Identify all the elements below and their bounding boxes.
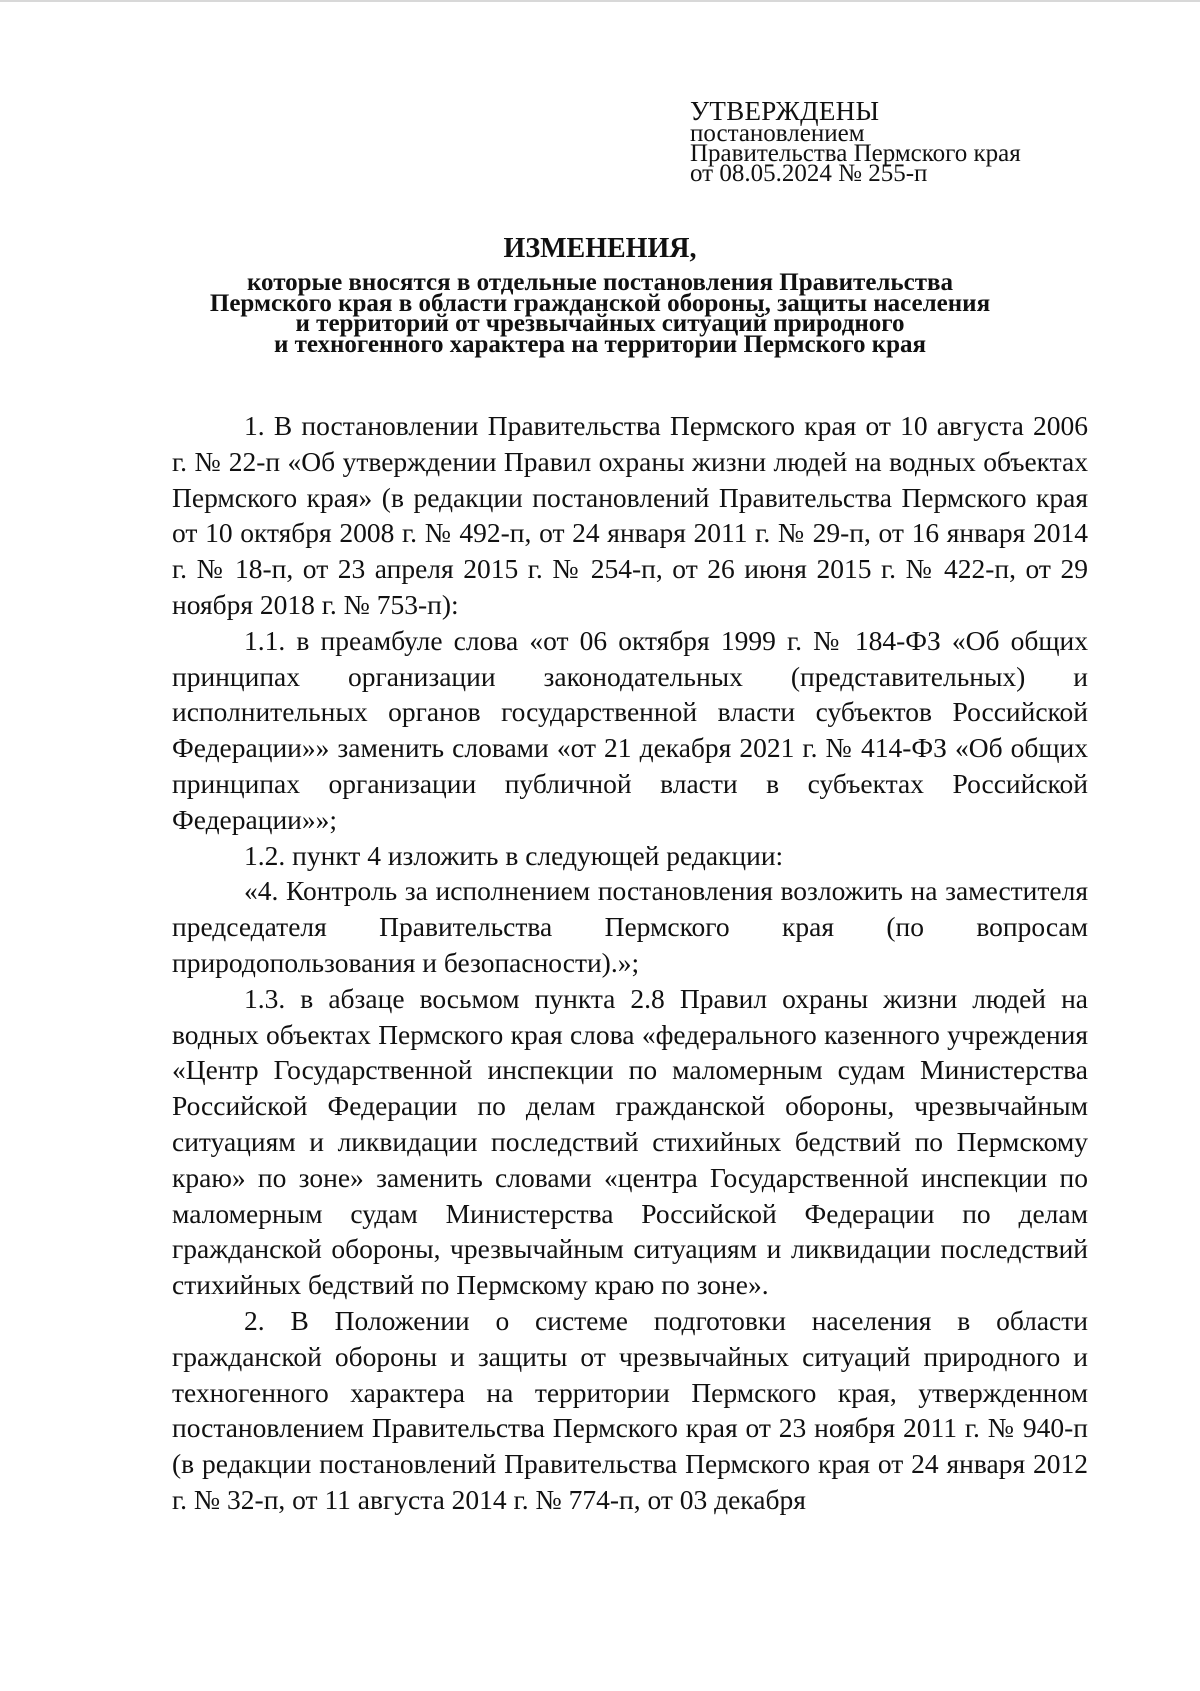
approval-line: Правительства Пермского края xyxy=(690,140,1021,167)
approval-line: постановлением xyxy=(690,120,865,147)
paragraph-1-2: 1.2. пункт 4 изложить в следующей редакции: xyxy=(244,839,784,871)
approval-stamp xyxy=(690,96,1110,187)
paragraph-1-3: 1.3. в абзаце восьмом пункта 2.8 Правил охраны жизни людей на водных объектах Пермского края слова «федерального казенного учреждения «Центр Государственной инспекции по маломерным судам Министерства Российской Федерации по делам гражданской обороны, чрезвычайным ситуациям и ликвидации последствий стихийных бедствий по Пермскому краю» по зоне» заменить словами «центра Государственной инспекции по маломерным судам Министерства Российской Федерации по делам гражданской обороны, чрезвычайным ситуациям и ликвидации последствий стихийных бедствий по Пермскому краю по зоне». xyxy=(172,982,1088,1301)
paragraph-1-1: 1.1. в преамбуле слова «от 06 октября 1999 г. № 184-ФЗ «Об общих принципах организации законодательных (представительных) и исполнительных органов государственной власти субъектов Российской Федерации»» заменить словами «от 21 декабря 2021 г. № 414-ФЗ «Об общих принципах организации публичной власти в субъектах Российской Федерации»»; xyxy=(172,624,1088,835)
scan-edge xyxy=(0,0,1200,2)
subtitle-line: и территорий от чрезвычайных ситуаций природного xyxy=(295,310,905,337)
document-subtitle xyxy=(150,269,1050,358)
approval-line: от 08.05.2024 № 255-п xyxy=(690,160,928,187)
approval-title: УТВЕРЖДЕНЫ xyxy=(690,96,880,126)
paragraph-2: 2. В Положении о системе подготовки населения в области гражданской обороны и защиты от чрезвычайных ситуаций природного и техногенного характера на территории Пермского края, утвержденном постановлением Правительства Пермского края от 23 ноября 2011 г. № 940-п (в редакции постановлений Правительства Пермского края от 24 января 2012 г. № 32-п, от 11 августа 2014 г. № 774-п, от 03 декабря xyxy=(172,1304,1088,1515)
paragraph-1: 1. В постановлении Правительства Пермского края от 10 августа 2006 г. № 22-п «Об утверждении Правил охраны жизни людей на водных объектах Пермского края» (в редакции постановлений Правительства Пермского края от 10 октября 2008 г. № 492-п, от 24 января 2011 г. № 29-п, от 16 января 2014 г. № 18-п, от 23 апреля 2015 г. № 254-п, от 26 июня 2015 г. № 422-п, от 29 ноября 2018 г. № 753-п): xyxy=(172,410,1088,620)
subtitle-line: Пермского края в области гражданской обороны, защиты населения xyxy=(209,289,991,317)
document-title: ИЗМЕНЕНИЯ, xyxy=(503,233,697,264)
paragraph-quote-4: «4. Контроль за исполнением постановления возложить на заместителя председателя Правительства Пермского края (по вопросам природопользования и безопасности).»; xyxy=(172,875,1088,978)
subtitle-line: которые вносятся в отдельные постановления Правительства xyxy=(246,269,954,296)
subtitle-line: и техногенного характера на территории Пермского края xyxy=(273,330,927,358)
document-body xyxy=(172,408,1088,1518)
